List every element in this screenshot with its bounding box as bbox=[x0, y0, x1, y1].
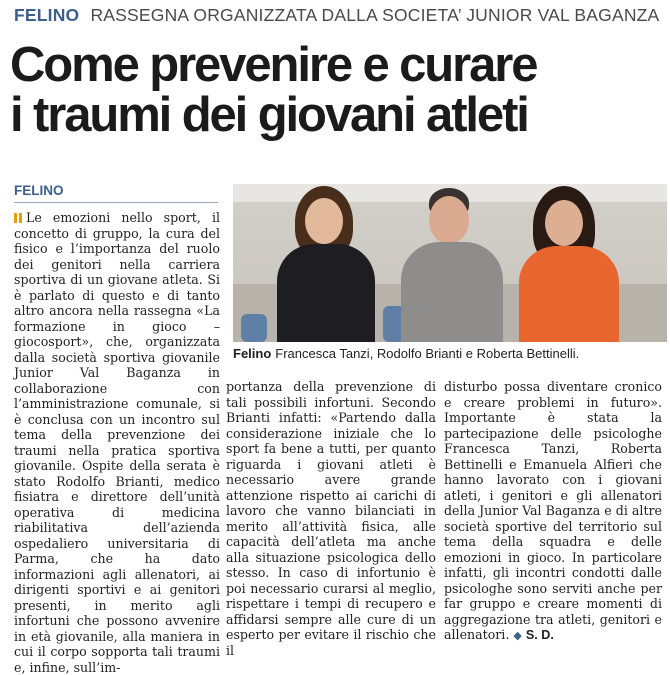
article-photo bbox=[233, 184, 667, 342]
headline bbox=[10, 40, 670, 140]
article-column-2 bbox=[226, 379, 436, 658]
article-text-col1: Le emozioni nello sport, il concetto di gruppo, la cura del fisico e l’importanza del ruolo dei genitori nella carriera sportiva di un giovane atleta. Si è parlato di questo e di tanto altro ancora nella rassegna «La formazione in gioco – giocosport», che, organizzata dalla società sportiva giovanile Junior Val Baganza in collaborazione con l’amministrazione comunale, si è conclusa con un incontro sul tema della prevenzione dei traumi nella pratica sportiva giovanile. Ospite della serata è stato Rodolfo Brianti, medico fisiatra e direttore dell’unità operativa di medicina riabilitativa dell’azienda ospedaliero universitaria di Parma, che ha dato informazioni agli allenatori, ai dirigenti sportivi e ai genitori presenti, in merito agli infortuni che possono avvenire in età giovanile, alla maniera in cui il corpo sopporta tali traumi e, infine, sull’im- bbox=[14, 210, 220, 675]
photo-person-face bbox=[545, 200, 583, 246]
paragraph-marker-icon bbox=[14, 213, 17, 223]
kicker-place: FELINO bbox=[14, 5, 80, 25]
diamond-icon: ◆ bbox=[513, 629, 522, 642]
photo-person-face bbox=[305, 198, 343, 244]
caption-text: Francesca Tanzi, Rodolfo Brianti e Roberta Bettinelli. bbox=[275, 346, 580, 361]
article-column-3 bbox=[444, 379, 662, 644]
caption-place: Felino bbox=[233, 346, 272, 361]
photo-person-body bbox=[277, 244, 375, 342]
photo-person-face bbox=[429, 196, 469, 244]
headline-line-1: Come prevenire e curare bbox=[10, 38, 537, 92]
photo-chair bbox=[241, 314, 267, 342]
article-column-1 bbox=[14, 210, 220, 675]
kicker-subtitle: RASSEGNA ORGANIZZATA DALLA SOCIETA’ JUNIOR VAL BAGANZA bbox=[90, 5, 660, 25]
photo-person-body bbox=[401, 242, 503, 342]
article-text-col3: disturbo possa diventare cronico e creare problemi in futuro». Importante è stata la partecipazione delle psicologhe Francesca Tanzi, Roberta Bettinelli e Emanuela Alfieri che hanno lavorato con i giovani atleti, i genitori e gli allenatori della Junior Val Baganza e di altre società sportive del territorio sul tema della squadra e delle emozioni in gioco. In particolare infatti, gli incontri condotti dalle psicologhe sono serviti anche per far gruppo e creare momenti di aggregazione tra atleti, genitori e allenatori. bbox=[444, 379, 662, 642]
author-signature: S. D. bbox=[525, 628, 554, 642]
photo-person-body bbox=[519, 246, 619, 342]
section-label: FELINO bbox=[14, 183, 218, 203]
headline-line-2: i traumi dei giovani atleti bbox=[10, 88, 528, 142]
article-text-col2: portanza della prevenzione di tali possibili infortuni. Secondo Brianti infatti: «Partendo dalla considerazione iniziale che lo sport fa bene a tutti, per quanto riguarda i giovani atleti è necessario avere grande attenzione rispetto ai carichi di lavoro che vanno bilanciati in merito all’attività fisica, alle capacità dell’atleta ma anche alla situazione psicologica dello stesso. In caso di infortunio è poi necessario curarsi al meglio, rispettare i tempi di recupero e affidarsi sempre alle cure di un esperto per evitare il rischio che il bbox=[226, 379, 436, 658]
kicker bbox=[14, 4, 664, 26]
photo-caption bbox=[233, 346, 667, 362]
